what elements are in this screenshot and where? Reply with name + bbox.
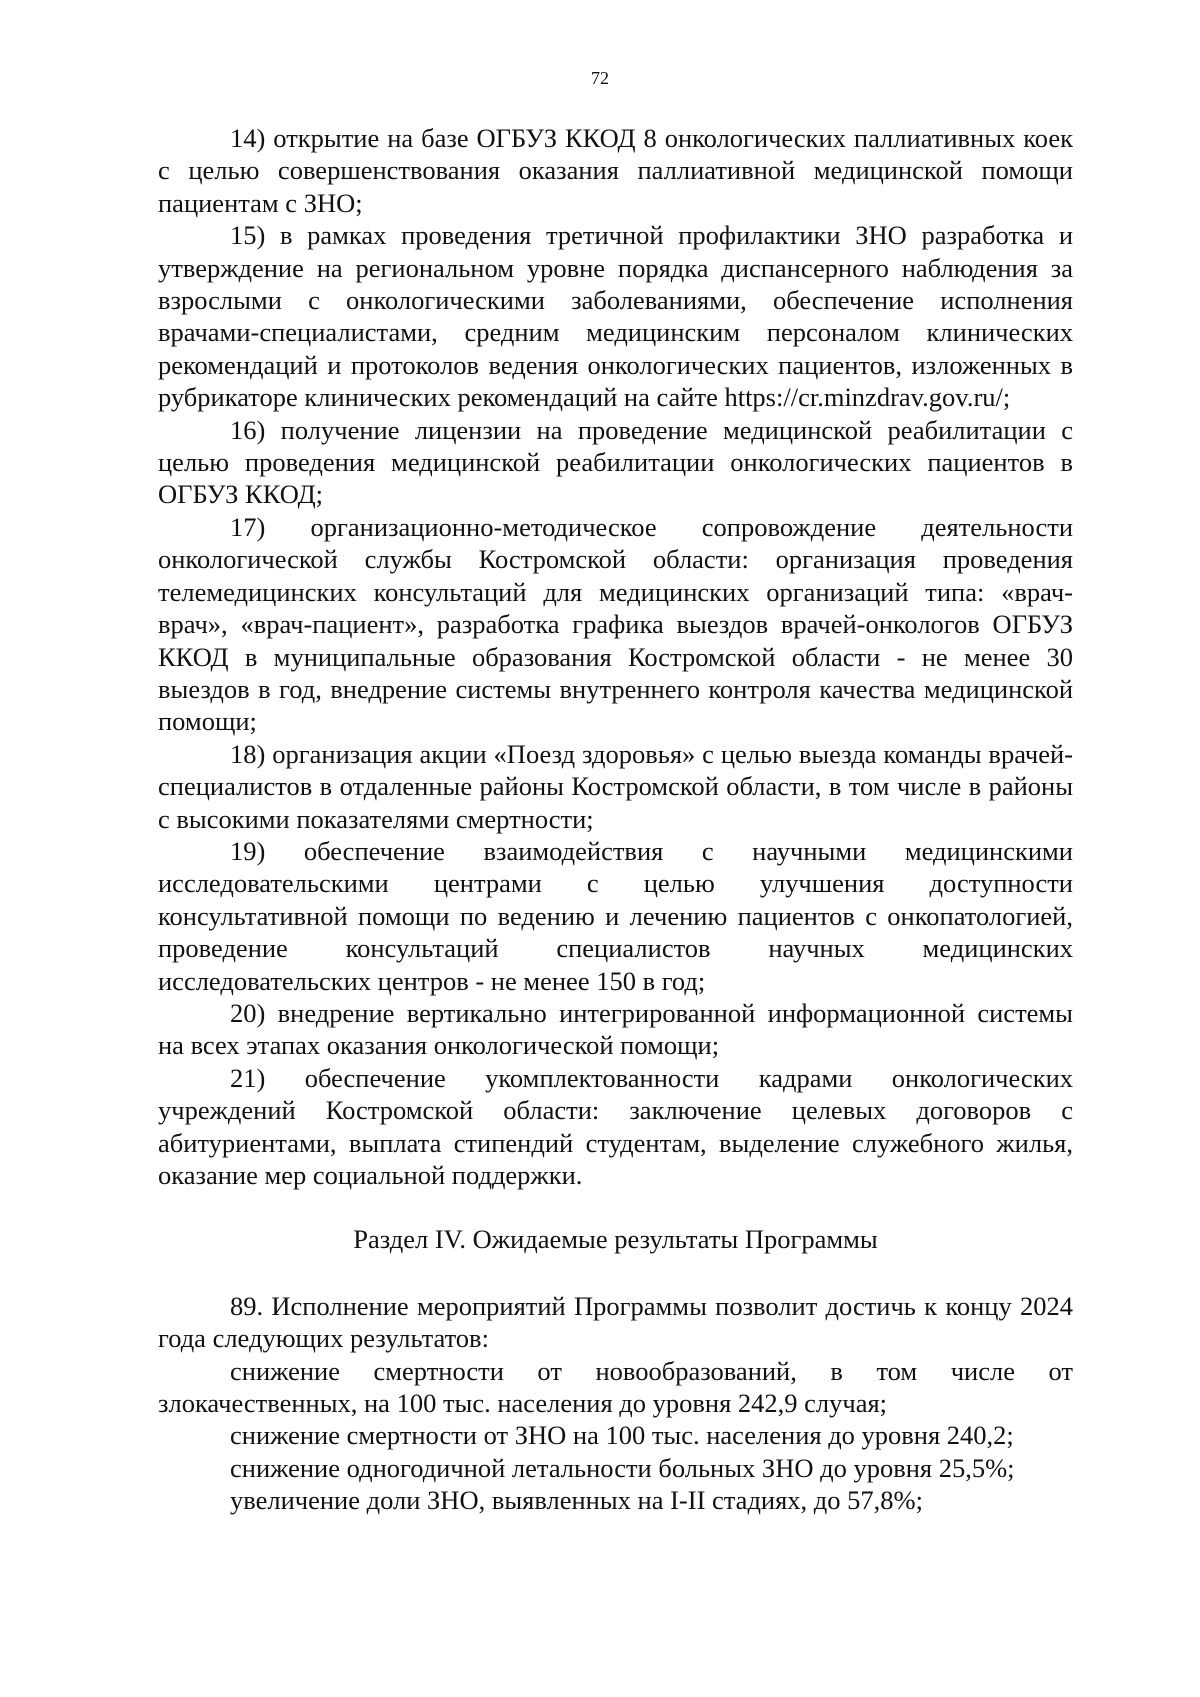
list-item: 19) обеспечение взаимодействия с научными медицинскими исследовательскими центрами с целью улучшения доступности консультативной помощи по ведению и лечению пациентов с онкопатологией, проведение консультаций специалистов научных медицинских исследовательских центров - не менее 150 в год;	[158, 835, 1073, 996]
section-intro-paragraph: 89. Исполнение мероприятий Программы позволит достичь к концу 2024 года следующих результатов:	[158, 1290, 1073, 1354]
result-item: снижение смертности от новообразований, в том числе от злокачественных, на 100 тыс. населения до уровня 242,9 случая;	[158, 1355, 1073, 1419]
result-item: снижение смертности от ЗНО на 100 тыс. населения до уровня 240,2;	[230, 1420, 1014, 1451]
list-item: 20) внедрение вертикально интегрированной информационной системы на всех этапах оказания онкологической помощи;	[158, 997, 1073, 1061]
result-item: снижение одногодичной летальности больных ЗНО до уровня 25,5%;	[230, 1452, 1015, 1483]
section-heading: Раздел IV. Ожидаемые результаты Программы	[353, 1224, 878, 1255]
result-item: увеличение доли ЗНО, выявленных на I-II стадиях, до 57,8%;	[230, 1485, 923, 1516]
list-item: 16) получение лицензии на проведение медицинской реабилитации с целью проведения медицинской реабилитации онкологических пациентов в ОГБУЗ ККОД;	[158, 414, 1073, 510]
list-item: 18) организация акции «Поезд здоровья» с целью выезда команды врачей-специалистов в отдаленные районы Костромской области, в том числе в районы с высокими показателями смертности;	[158, 738, 1073, 834]
list-item: 15) в рамках проведения третичной профилактики ЗНО разработка и утверждение на региональном уровне порядка диспансерного наблюдения за взрослыми с онкологическими заболеваниями, обеспечение исполнения врачами-специалистами, средним медицинским персоналом клинических рекомендаций и протоколов ведения онкологических пациентов, изложенных в рубрикаторе клинических рекомендаций на сайте https://cr.minzdrav.gov.ru/;	[158, 220, 1073, 413]
list-item: 14) открытие на базе ОГБУЗ ККОД 8 онкологических паллиативных коек с целью совершенствования оказания паллиативной медицинской помощи пациентам с ЗНО;	[158, 123, 1073, 218]
page-number: 72	[591, 68, 609, 88]
document-body	[158, 122, 1073, 1517]
list-item: 21) обеспечение укомплектованности кадрами онкологических учреждений Костромской области: заключение целевых договоров с абитуриентами, выплата стипендий студентам, выделение служебного жилья, оказание мер социальной поддержки.	[158, 1062, 1073, 1190]
list-item: 17) организационно-методическое сопровождение деятельности онкологической службы Костромской области: организация проведения телемедицинских консультаций для медицинских организаций типа: «врач-врач», «врач-пациент», разработка графика выездов врачей-онкологов ОГБУЗ ККОД в муниципальные образования Костромской области - не менее 30 выездов в год, внедрение системы внутреннего контроля качества медицинской помощи;	[158, 511, 1073, 737]
